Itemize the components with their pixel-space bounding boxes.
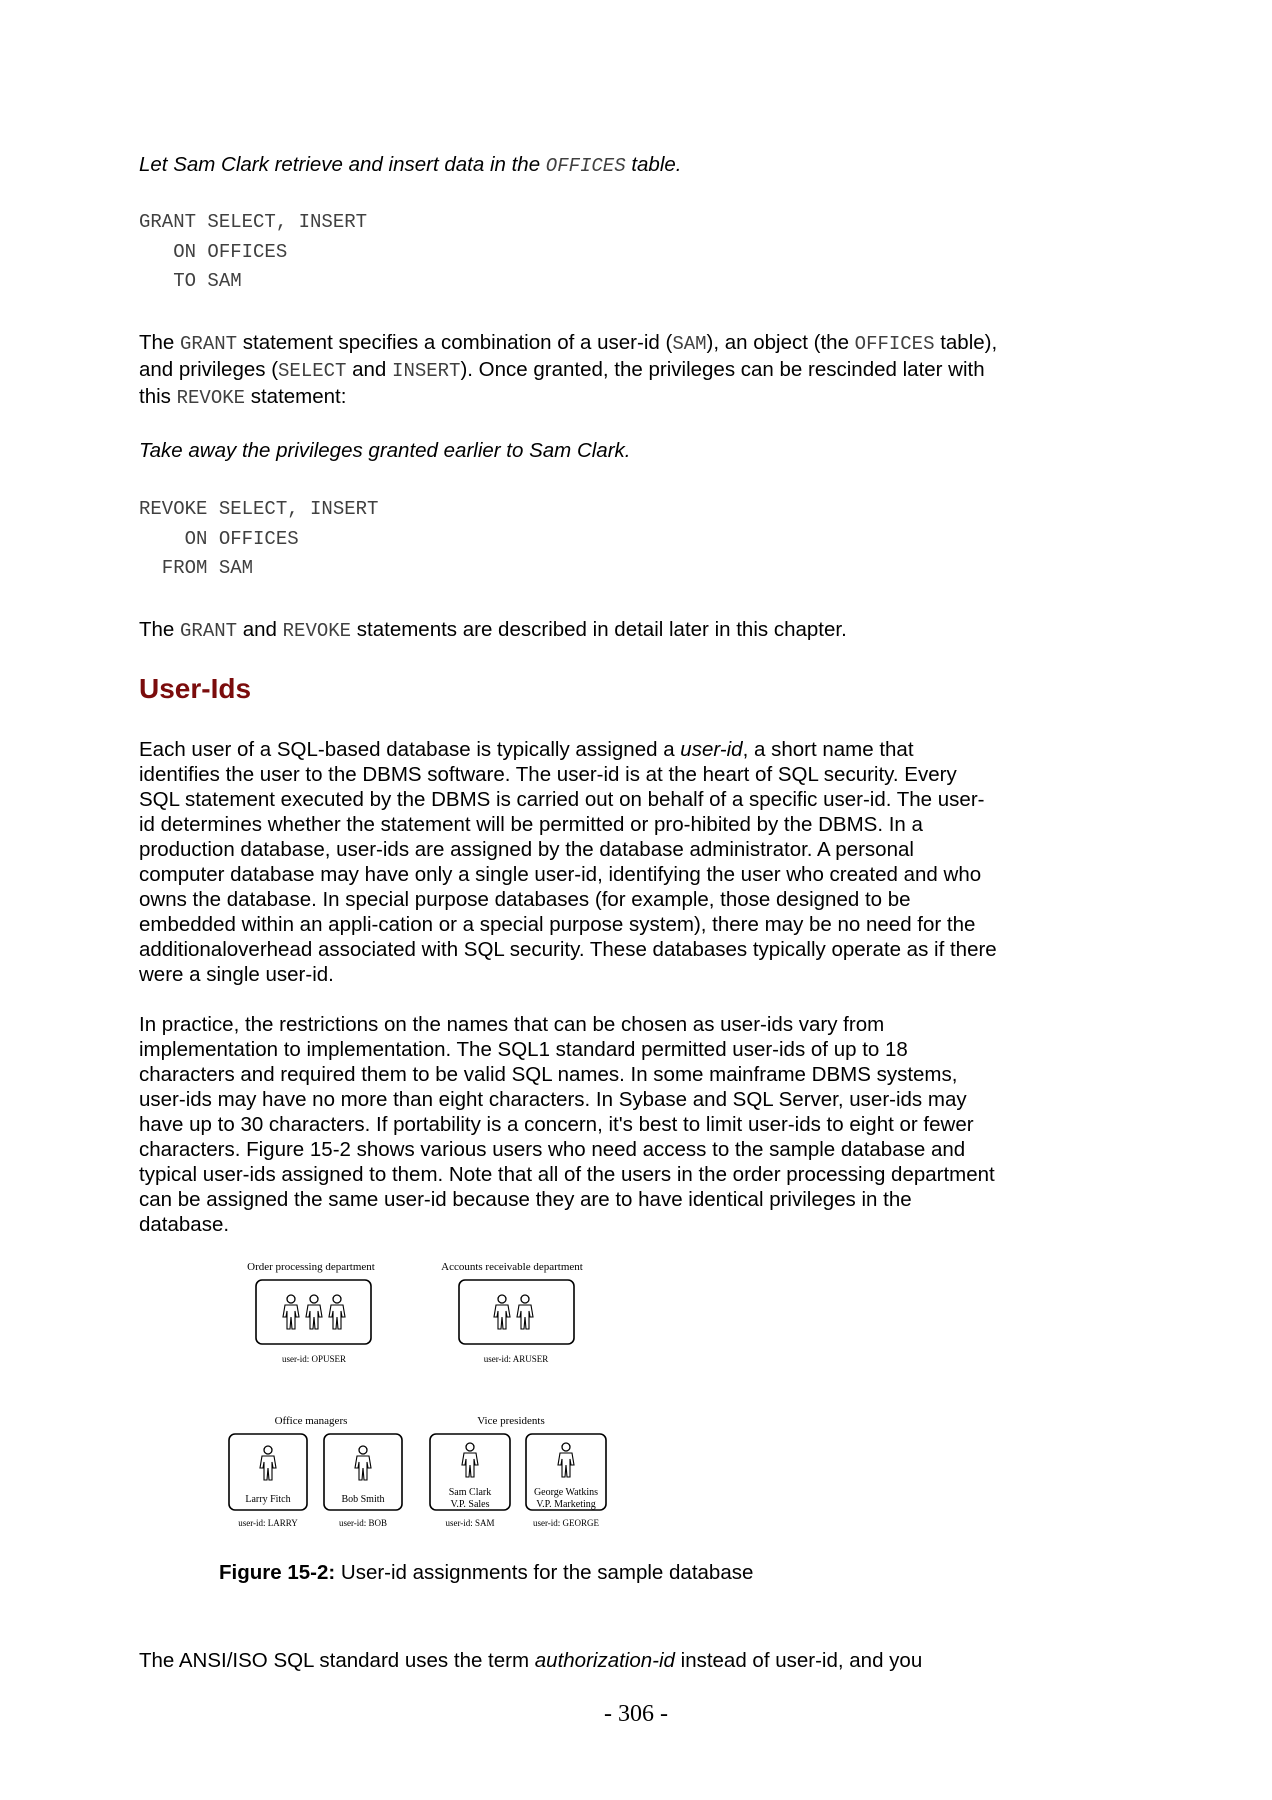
- text: statements are described in detail later in this chapter.: [351, 618, 847, 641]
- text: The: [139, 618, 181, 641]
- text: ), an object (the: [706, 331, 855, 354]
- george-title: V.P. Marketing: [536, 1499, 596, 1510]
- sam-userid: user-id: SAM: [445, 1518, 495, 1528]
- user-id-paragraph: [139, 737, 999, 987]
- page-number: - 306 -: [604, 1701, 668, 1727]
- order-userid: user-id: OPUSER: [281, 1354, 347, 1364]
- text: statement specifies a combination of a user-id (: [237, 331, 673, 354]
- code-revoke: REVOKE: [176, 387, 246, 409]
- code-offices: OFFICES: [854, 333, 935, 355]
- text: instead of user-id, and you: [674, 1649, 923, 1672]
- larry-name: Larry Fitch: [245, 1494, 291, 1505]
- intro-suffix: table.: [625, 153, 682, 176]
- person-icon: [306, 1295, 322, 1329]
- george-name: George Watkins: [533, 1487, 599, 1498]
- person-icon: [462, 1443, 478, 1477]
- order-dept-box: [256, 1280, 371, 1344]
- text: , a short name that identifies the user to the DBMS software. The user-id is at the heart of SQL security. Every SQL statement executed by the DBMS is carried out on behalf of a specific user-id. The user-id determines whether the statement will be permitted or pro-hibited by the DBMS. In a production database, user-ids are assigned by the database administrator. A personal computer database may have only a single user-id, identifying the user who created and who owns the database. In special purpose databases (for example, those designed to be embedded within an appli-cation or a special purpose system), there may be no need for the additionaloverhead associated with SQL security. These databases typically operate as if there were a single user-id.: [139, 738, 997, 986]
- ar-dept-label: Accounts receivable department: [441, 1261, 583, 1273]
- sam-name: Sam Clark: [448, 1487, 492, 1498]
- emphasis-authorization-id: authorization-id: [534, 1649, 675, 1672]
- office-managers-label: Office managers: [274, 1415, 348, 1427]
- larry-userid: user-id: LARRY: [238, 1518, 298, 1528]
- offices-table-name: OFFICES: [545, 155, 626, 177]
- intro-text: Let Sam Clark retrieve and insert data in the: [139, 153, 546, 176]
- text: The: [139, 331, 181, 354]
- person-icon: [329, 1295, 345, 1329]
- code-select: SELECT: [278, 360, 347, 382]
- code-grant: GRANT: [180, 333, 238, 355]
- person-icon: [260, 1446, 276, 1480]
- order-dept-label: Order processing department: [247, 1261, 375, 1273]
- text: statement:: [245, 385, 347, 408]
- user-id-diagram: [219, 1258, 739, 1538]
- code-sam: SAM: [672, 333, 707, 355]
- grant-explanation: [139, 330, 999, 411]
- ar-dept-box: [459, 1280, 574, 1344]
- person-icon: [558, 1443, 574, 1477]
- text: table), and privileges (: [139, 331, 998, 381]
- last-line: [139, 1648, 999, 1673]
- figure-caption: [219, 1560, 919, 1585]
- statements-note: [139, 617, 999, 644]
- person-icon: [517, 1295, 533, 1329]
- vice-presidents-label: Vice presidents: [477, 1415, 545, 1427]
- revoke-code-block: REVOKE SELECT, INSERT ON OFFICES FROM SAM: [139, 498, 379, 579]
- figure-15-2: [219, 1258, 739, 1538]
- text: and: [237, 618, 283, 641]
- intro-example: [139, 152, 999, 179]
- ar-userid: user-id: ARUSER: [483, 1354, 549, 1364]
- text: and: [346, 358, 393, 381]
- sam-title: V.P. Sales: [450, 1499, 490, 1510]
- text: ). Once granted, the privileges can be rescinded later with this: [139, 358, 985, 408]
- person-icon: [283, 1295, 299, 1329]
- person-icon: [494, 1295, 510, 1329]
- emphasis-user-id: user-id: [680, 738, 743, 761]
- bob-userid: user-id: BOB: [338, 1518, 388, 1528]
- person-icon: [355, 1446, 371, 1480]
- code-revoke: REVOKE: [282, 620, 352, 642]
- code-grant: GRANT: [180, 620, 238, 642]
- bob-name: Bob Smith: [341, 1494, 385, 1505]
- section-heading: User-Ids: [139, 673, 252, 704]
- revoke-example: Take away the privileges granted earlier to Sam Clark.: [139, 439, 631, 462]
- grant-code-block: GRANT SELECT, INSERT ON OFFICES TO SAM: [139, 211, 368, 292]
- code-insert: INSERT: [392, 360, 461, 382]
- george-userid: user-id: GEORGE: [532, 1518, 600, 1528]
- figure-caption-text: User-id assignments for the sample database: [335, 1561, 754, 1584]
- figure-label: Figure 15-2:: [219, 1561, 336, 1584]
- restrictions-paragraph: In practice, the restrictions on the names that can be chosen as user-ids vary from implementation to implementation. The SQL1 standard permitted user-ids of up to 18 characters and required them to be valid SQL names. In some mainframe DBMS systems, user-ids may have no more than eight characters. In Sybase and SQL Server, user-ids may have up to 30 characters. If portability is a concern, it's best to limit user-ids to eight or fewer characters. Figure 15-2 shows various users who need access to the sample database and typical user-ids assigned to them. Note that all of the users in the order processing department can be assigned the same user-id because they are to have identical privileges in the database.: [139, 1013, 995, 1236]
- text: Each user of a SQL-based database is typically assigned a: [139, 738, 681, 761]
- text: The ANSI/ISO SQL standard uses the term: [139, 1649, 535, 1672]
